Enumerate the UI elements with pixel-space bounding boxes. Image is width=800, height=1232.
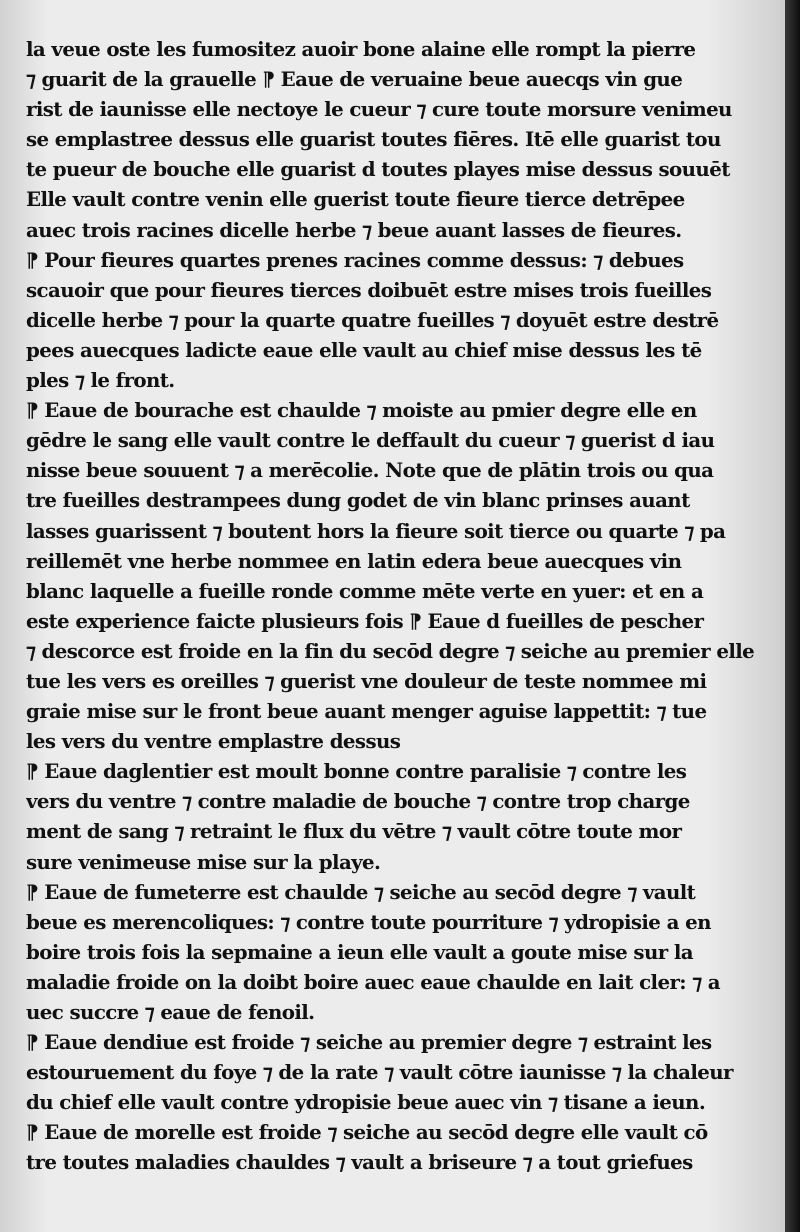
text-line: la veue oste les fumositez auoir bone alaine elle rompt la pierre	[26, 37, 696, 61]
text-line: ⁋ Eaue daglentier est moult bonne contre paralisie ⁊ contre les	[26, 759, 687, 784]
text-line: boire trois fois la sepmaine a ieun elle vault a goute mise sur la	[26, 939, 693, 964]
text-line: tue les vers es oreilles ⁊ guerist vne douleur de teste nommee mi	[26, 668, 707, 693]
text-line: ⁋ Eaue de bourache est chaulde ⁊ moiste au pmier degre elle en	[26, 398, 697, 423]
text-line: ⁊ guarit de la grauelle ⁋ Eaue de veruaine beue auecqs vin gue	[26, 67, 683, 92]
text-line: tre toutes maladies chauldes ⁊ vault a briseure ⁊ a tout griefues	[26, 1150, 693, 1175]
text-line: se emplastree dessus elle guarist toutes fiēres. Itē elle guarist tou	[26, 127, 721, 152]
text-line: ⁋ Eaue de morelle est froide ⁊ seiche au secōd degre elle vault cō	[26, 1120, 708, 1145]
text-line: pees auecques ladicte eaue elle vault au chief mise dessus les tē	[26, 337, 702, 362]
text-line: vers du ventre ⁊ contre maladie de bouche ⁊ contre trop charge	[26, 789, 690, 814]
text-line: blanc laquelle a fueille ronde comme mēte verte en yuer: et en a	[26, 578, 704, 603]
text-line: te pueur de bouche elle guarist d toutes playes mise dessus souuēt	[26, 157, 730, 182]
page-text	[26, 34, 776, 1178]
text-line: ment de sang ⁊ retraint le flux du vētre ⁊ vault cōtre toute mor	[26, 819, 682, 844]
text-line: este experience faicte plusieurs fois ⁋ Eaue d fueilles de pescher	[26, 608, 704, 633]
text-line: ⁊ descorce est froide en la fin du secōd degre ⁊ seiche au premier elle	[26, 638, 755, 663]
text-line: du chief elle vault contre ydropisie beue auec vin ⁊ tisane a ieun.	[26, 1090, 706, 1115]
text-line: estouruement du foye ⁊ de la rate ⁊ vault cōtre iaunisse ⁊ la chaleur	[26, 1060, 733, 1085]
text-line: beue es merencoliques: ⁊ contre toute pourriture ⁊ ydropisie a en	[26, 909, 711, 934]
text-line: ples ⁊ le front.	[26, 368, 175, 393]
text-line: graie mise sur le front beue auant menger aguise lappettit: ⁊ tue	[26, 699, 707, 724]
text-line: ⁋ Eaue dendiue est froide ⁊ seiche au premier degre ⁊ estraint les	[26, 1030, 712, 1055]
text-line: les vers du ventre emplastre dessus	[26, 729, 401, 754]
text-line: tre fueilles destrampees dung godet de vin blanc prinses auant	[26, 488, 690, 513]
text-line: dicelle herbe ⁊ pour la quarte quatre fueilles ⁊ doyuēt estre destrē	[26, 307, 719, 332]
text-line: uec succre ⁊ eaue de fenoil.	[26, 1000, 315, 1024]
text-line: lasses guarissent ⁊ boutent hors la fieure soit tierce ou quarte ⁊ pa	[26, 518, 726, 543]
text-line: maladie froide on la doibt boire auec eaue chaulde en lait cler: ⁊ a	[26, 969, 720, 994]
text-line: reillemēt vne herbe nommee en latin edera beue auecques vin	[26, 548, 682, 573]
text-line: scauoir que pour fieures tierces doibuēt estre mises trois fueilles	[26, 277, 712, 302]
text-line: gēdre le sang elle vault contre le deffault du cueur ⁊ guerist d iau	[26, 428, 715, 453]
text-line: sure venimeuse mise sur la playe.	[26, 849, 381, 874]
text-line: Elle vault contre venin elle guerist toute fieure tierce detrēpee	[26, 187, 685, 212]
text-line: auec trois racines dicelle herbe ⁊ beue auant lasses de fieures.	[26, 217, 682, 242]
text-line: rist de iaunisse elle nectoye le cueur ⁊ cure toute morsure venimeu	[26, 97, 732, 122]
text-line: ⁋ Eaue de fumeterre est chaulde ⁊ seiche au secōd degre ⁊ vault	[26, 879, 696, 904]
text-line: nisse beue souuent ⁊ a merēcolie. Note que de plātin trois ou qua	[26, 458, 714, 483]
page-edge-shadow	[785, 0, 800, 1232]
text-line: ⁋ Pour fieures quartes prenes racines comme dessus: ⁊ debues	[26, 247, 684, 272]
